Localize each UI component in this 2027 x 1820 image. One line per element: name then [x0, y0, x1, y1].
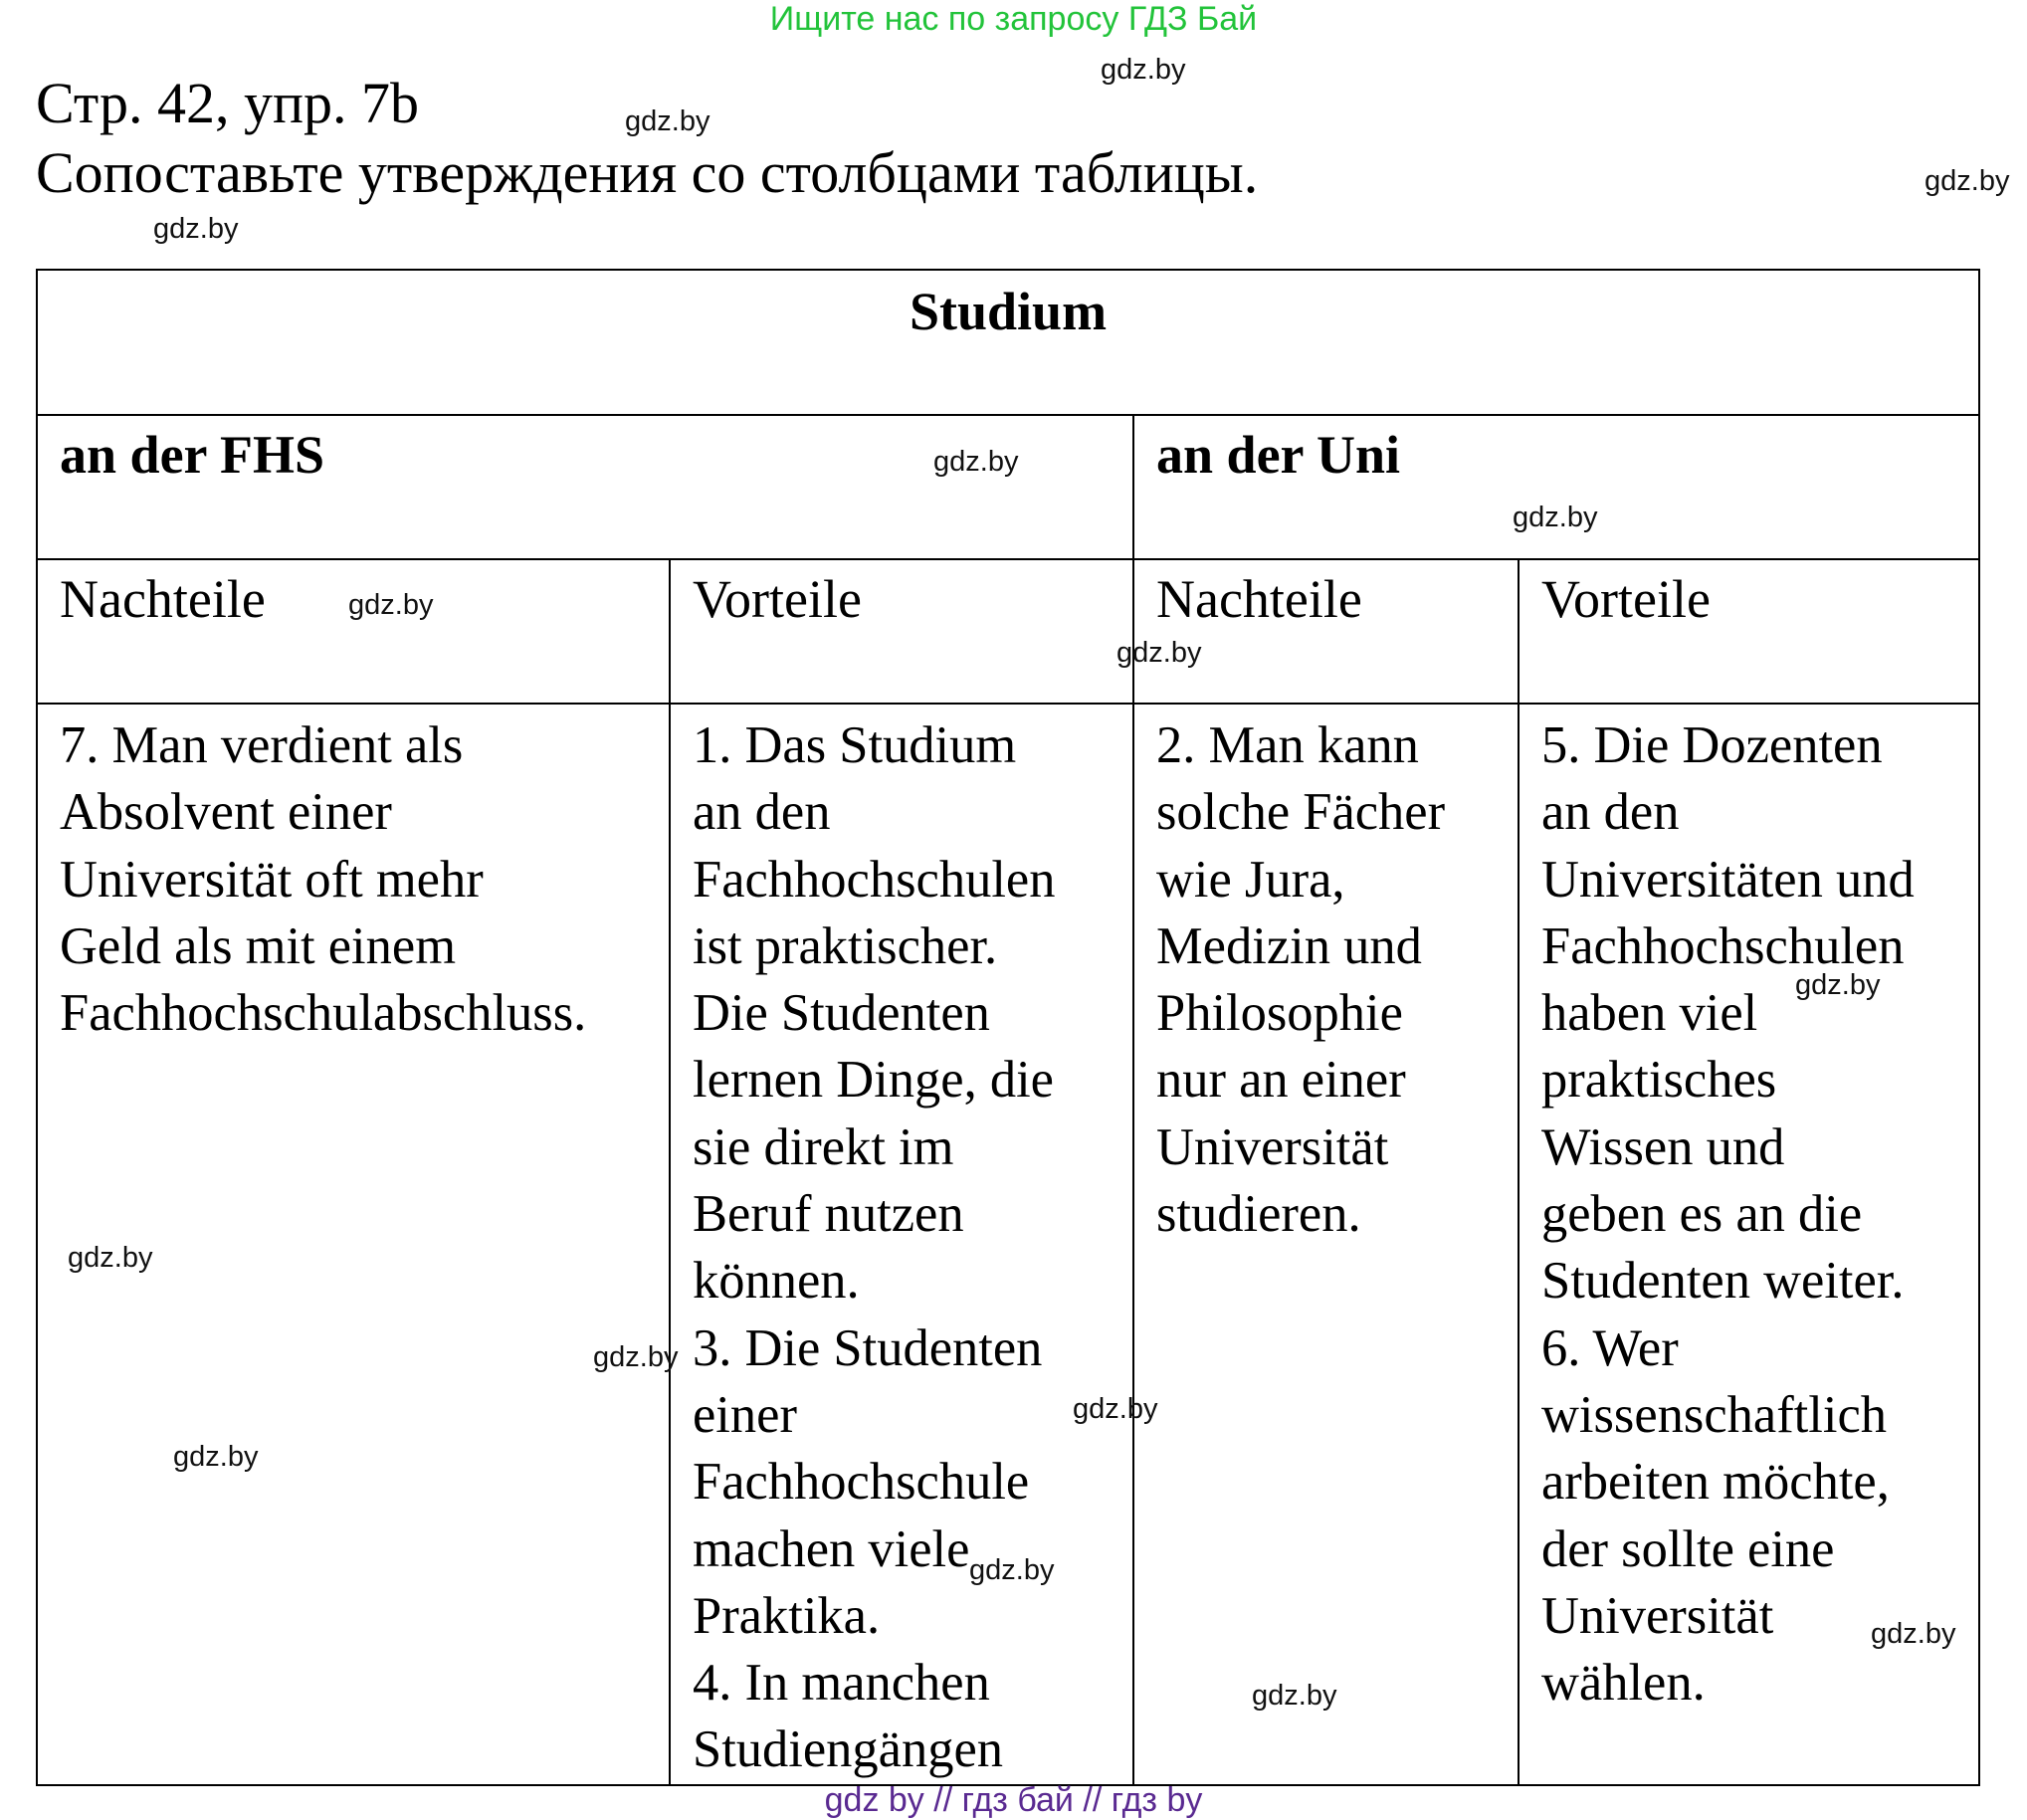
watermark: gdz.by — [1073, 1393, 1158, 1425]
watermark: gdz.by — [1795, 969, 1881, 1001]
uni-vorteile-header: Vorteile — [1519, 559, 1979, 704]
top-banner: Ищите нас по запросу ГДЗ Бай — [769, 0, 1258, 38]
task-instruction: Сопоставьте утверждения со столбцами таблицы. — [36, 140, 1259, 205]
statement-3: 3. Die Studenten einer Fachhochschule machen viele Praktika. — [693, 1318, 1043, 1645]
group-uni: an der Uni — [1133, 415, 1979, 559]
watermark: gdz.by — [1252, 1680, 1337, 1712]
group-fhs: an der FHS — [37, 415, 1133, 559]
watermark: gdz.by — [153, 213, 239, 245]
watermark: gdz.by — [969, 1554, 1055, 1586]
watermark: gdz.by — [68, 1242, 153, 1274]
watermark: gdz.by — [593, 1341, 679, 1373]
watermark: gdz.by — [1925, 165, 2010, 197]
watermark: gdz.by — [348, 589, 434, 621]
statement-4: 4. In manchen Studiengängen — [693, 1654, 1004, 1779]
table-title: Studium — [37, 270, 1979, 415]
watermark: gdz.by — [1101, 54, 1186, 86]
page-reference: Стр. 42, упр. 7b — [36, 71, 420, 135]
statement-6: 6. Wer wissenschaftlich arbeiten möchte, der sollte eine Universität wählen. — [1541, 1318, 1890, 1713]
uni-nachteile-cell — [1133, 704, 1519, 1785]
watermark: gdz.by — [173, 1441, 259, 1473]
statement-2: 2. Man kann solche Fächer wie Jura, Medizin und Philosophie nur an einer Universität studieren. — [1156, 716, 1446, 1244]
watermark: gdz.by — [1116, 637, 1202, 669]
watermark: gdz.by — [625, 105, 710, 137]
fhs-vorteile-cell — [670, 704, 1133, 1785]
watermark: gdz.by — [1871, 1618, 1956, 1650]
uni-nachteile-header: Nachteile — [1133, 559, 1519, 704]
fhs-vorteile-header: Vorteile — [670, 559, 1133, 704]
watermark: gdz.by — [1513, 502, 1598, 533]
fhs-nachteile-header: Nachteile — [37, 559, 670, 704]
watermark: gdz.by — [933, 446, 1019, 478]
statement-1: 1. Das Studium an den Fachhochschulen ist praktischer. Die Studenten lernen Dinge, die sie direkt im Beruf nutzen können. — [693, 716, 1056, 1311]
footer-links: gdz by // гдз бай // гдз by — [824, 1781, 1203, 1819]
statement-5: 5. Die Dozenten an den Universitäten und Fachhochschulen haben viel praktisches Wissen und geben es an die Studenten weiter. — [1541, 716, 1915, 1311]
statement-7: 7. Man verdient als Absolvent einer Universität oft mehr Geld als mit einem Fachhochschulabschluss. — [60, 716, 587, 1043]
